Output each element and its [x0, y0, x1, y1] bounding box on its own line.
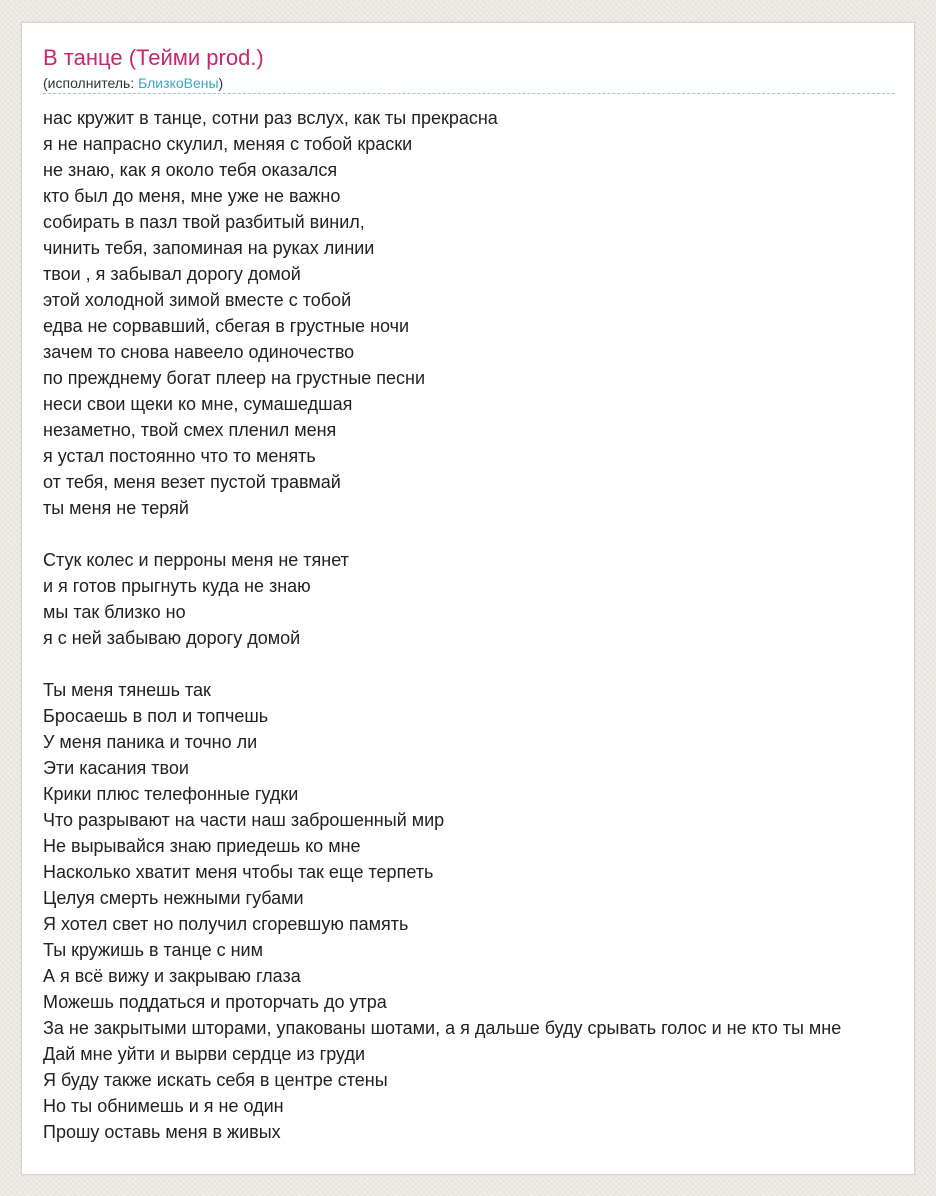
title-divider: [43, 93, 895, 94]
artist-line: [43, 74, 223, 92]
lyric-line: Ты меня тянешь так: [43, 680, 211, 700]
lyric-line: едва не сорвавший, сбегая в грустные ночи: [43, 316, 410, 336]
lyric-line: Прошу оставь меня в живых: [43, 1122, 281, 1142]
lyric-line: я с ней забываю дорогу домой: [43, 628, 301, 648]
artist-prefix: (исполнитель:: [43, 75, 139, 91]
lyric-line: Крики плюс телефонные гудки: [43, 784, 299, 804]
lyric-line: зачем то снова навеело одиночество: [43, 342, 355, 362]
verse-1: [43, 105, 841, 521]
lyric-line: Что разрывают на части наш заброшенный мир: [43, 810, 445, 830]
artist-link[interactable]: БлизкоВены: [138, 75, 219, 91]
lyric-line: Можешь поддаться и проторчать до утра: [43, 992, 387, 1012]
song-title: В танце (Тейми prod.): [43, 45, 264, 70]
lyric-line: собирать в пазл твой разбитый винил,: [43, 212, 365, 232]
lyric-line: Стук колес и перроны меня не тянет: [43, 550, 349, 570]
lyric-line: от тебя, меня везет пустой травмай: [43, 472, 341, 492]
lyric-line: кто был до меня, мне уже не важно: [43, 186, 341, 206]
lyric-line: неси свои щеки ко мне, сумашедшая: [43, 394, 353, 414]
lyric-line: чинить тебя, запоминая на руках линии: [43, 238, 375, 258]
lyric-line: Ты кружишь в танце с ним: [43, 940, 263, 960]
lyric-line: по прежднему богат плеер на грустные песни: [43, 368, 426, 388]
verse-3: [43, 677, 841, 1145]
lyric-line: У меня паника и точно ли: [43, 732, 258, 752]
lyric-line: За не закрытыми шторами, упакованы шотами, а я дальше буду срывать голос и не кто ты мне: [43, 1018, 842, 1038]
lyric-line: Бросаешь в пол и топчешь: [43, 706, 269, 726]
lyric-line: Но ты обнимешь и я не один: [43, 1096, 284, 1116]
lyric-line: А я всё вижу и закрываю глаза: [43, 966, 301, 986]
lyrics-card: [21, 22, 915, 1175]
lyric-line: не знаю, как я около тебя оказался: [43, 160, 338, 180]
lyric-line: я устал постоянно что то менять: [43, 446, 316, 466]
lyric-line: Не вырывайся знаю приедешь ко мне: [43, 836, 361, 856]
lyric-line: Я буду также искать себя в центре стены: [43, 1070, 388, 1090]
lyric-line: этой холодной зимой вместе с тобой: [43, 290, 352, 310]
lyric-line: ты меня не теряй: [43, 498, 189, 518]
lyric-line: нас кружит в танце, сотни раз вслух, как ты прекрасна: [43, 108, 498, 128]
lyric-line: незаметно, твой смех пленил меня: [43, 420, 337, 440]
verse-2: [43, 547, 841, 651]
lyric-line: мы так близко но: [43, 602, 186, 622]
lyric-line: Дай мне уйти и вырви сердце из груди: [43, 1044, 365, 1064]
lyric-line: Целуя смерть нежными губами: [43, 888, 304, 908]
lyric-line: твои , я забывал дорогу домой: [43, 264, 301, 284]
lyric-line: Насколько хватит меня чтобы так еще терпеть: [43, 862, 434, 882]
lyric-line: я не напрасно скулил, меняя с тобой краски: [43, 134, 413, 154]
lyric-line: и я готов прыгнуть куда не знаю: [43, 576, 311, 596]
lyric-line: Я хотел свет но получил сгоревшую память: [43, 914, 409, 934]
lyrics-body: [43, 105, 841, 1145]
artist-suffix: ): [218, 75, 224, 91]
lyric-line: Эти касания твои: [43, 758, 189, 778]
